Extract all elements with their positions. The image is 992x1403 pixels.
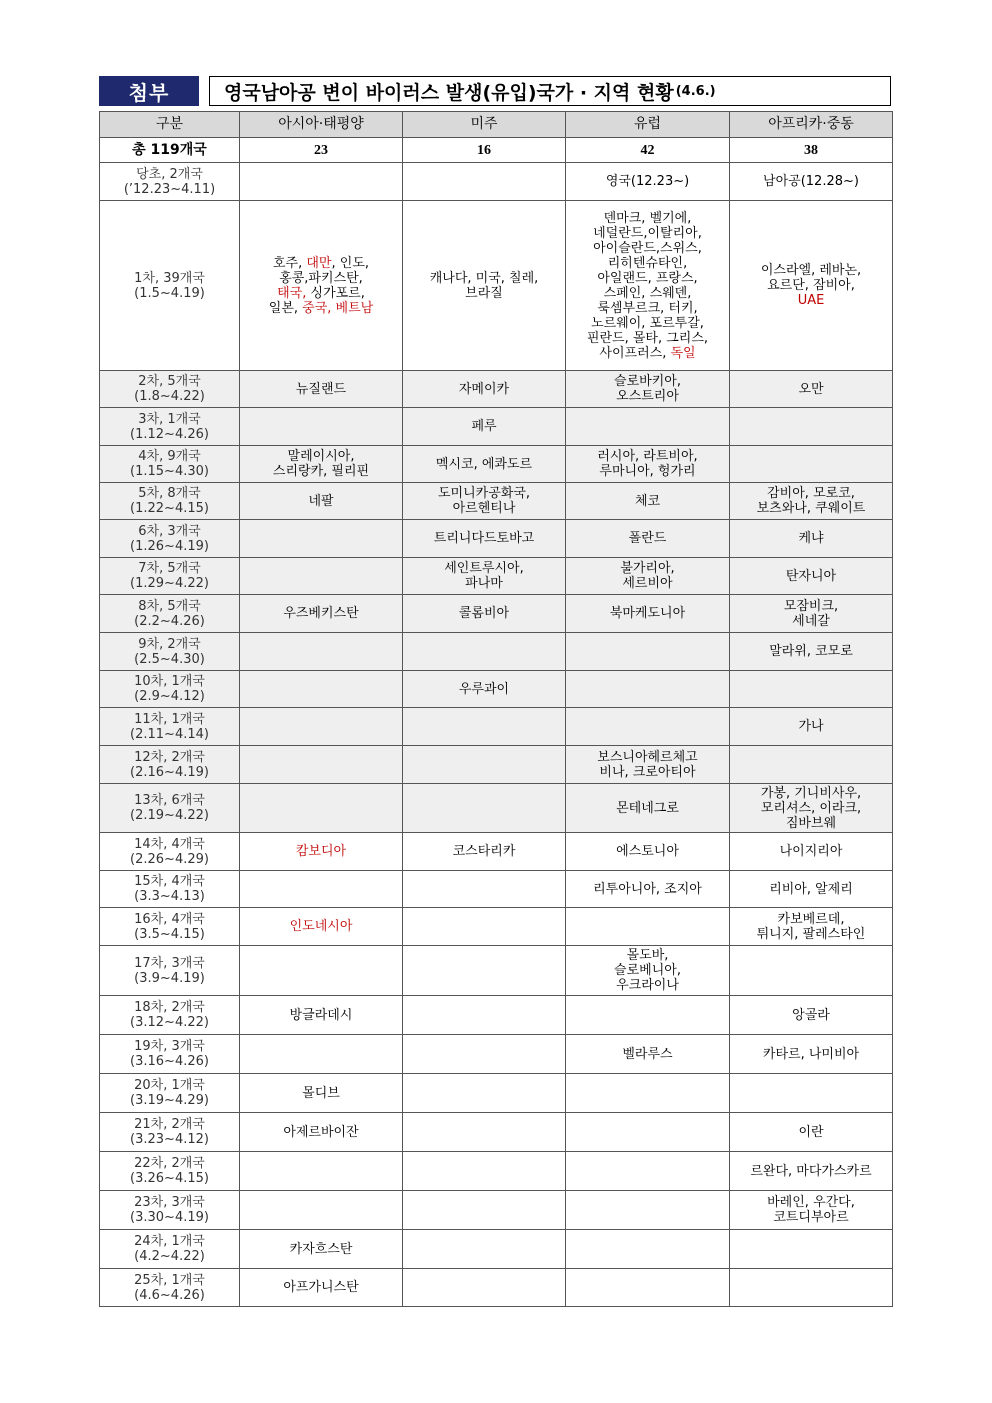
country-text: 가봉, 기니비사우, 모리셔스, 이라크, 짐바브웨 [760, 785, 862, 831]
cell-americas [403, 946, 566, 996]
round-row [100, 833, 893, 871]
country-text: 트리니다드토바고 [433, 531, 535, 546]
cell-americas [403, 446, 566, 483]
cell-africa-middle-east [730, 833, 893, 871]
country-text: 러시아, 라트비아, 루마니아, 헝가리 [597, 449, 698, 479]
cell-europe [566, 671, 730, 708]
cell-africa-middle-east [730, 1191, 893, 1230]
cell-europe [566, 1113, 730, 1152]
cell-africa-middle-east [730, 946, 893, 996]
round-row [100, 996, 893, 1035]
cell-africa-middle-east [730, 595, 893, 633]
cell-asia-pacific [240, 633, 403, 671]
cell-africa-middle-east [730, 520, 893, 558]
cell-africa-middle-east [730, 784, 893, 833]
round-row [100, 558, 893, 595]
highlighted-country: 인도네시아 [289, 919, 353, 934]
round-label: 22차, 2개국 (3.26~4.15) [100, 1152, 240, 1191]
round-label: 23차, 3개국 (3.30~4.19) [100, 1191, 240, 1230]
round-label: 11차, 1개국 (2.11~4.14) [100, 708, 240, 746]
cell-europe [566, 483, 730, 520]
round-label: 18차, 2개국 (3.12~4.22) [100, 996, 240, 1035]
country-text: 폴란드 [628, 531, 667, 546]
country-text: 에스토니아 [616, 844, 679, 859]
cell-asia-pacific [240, 446, 403, 483]
cell-europe [566, 1269, 730, 1307]
highlighted-country: 캄보디아 [295, 844, 347, 859]
country-text: 카보베르데, 튀니지, 팔레스타인 [756, 911, 866, 942]
country-text: 카자흐스탄 [289, 1241, 353, 1257]
round-row [100, 1230, 893, 1269]
country-text: 페루 [471, 419, 497, 434]
round-row [100, 1152, 893, 1191]
country-text: 덴마크, 벨기에, 네덜란드,이탈리아, 아이슬란드,스위스, 리히텐슈타인, 아일랜드, 프랑스, 스페인, 스웨덴, 룩셈부르크, 터키, 노르웨이, 포르투갈, 핀란드, 몰타, 그리스, 사이프러스, [586, 210, 709, 361]
cell-europe [566, 1035, 730, 1074]
round-row [100, 671, 893, 708]
header-asia-pacific: 아시아·태평양 [240, 112, 403, 138]
cell-asia-pacific [240, 708, 403, 746]
cell-asia-pacific [240, 1035, 403, 1074]
country-text: 벨라루스 [622, 1046, 673, 1062]
round-label: 19차, 3개국 (3.16~4.26) [100, 1035, 240, 1074]
country-text: 탄자니아 [785, 568, 837, 584]
cell-asia-pacific [240, 558, 403, 595]
round-label: 4차, 9개국 (1.15~4.30) [100, 446, 240, 483]
cell-europe [566, 446, 730, 483]
total-americas: 16 [403, 138, 566, 163]
round-row [100, 595, 893, 633]
round-row [100, 1113, 893, 1152]
cell-americas [403, 201, 566, 371]
highlighted-country: UAE [797, 293, 825, 308]
cell-europe [566, 520, 730, 558]
cell-americas [403, 1035, 566, 1074]
country-text: 말라위, 코모로 [769, 644, 853, 659]
round-label: 6차, 3개국 (1.26~4.19) [100, 520, 240, 558]
country-text: 불가리아, 세르비아 [620, 561, 675, 591]
round-row [100, 1269, 893, 1307]
country-text: 리비아, 알제리 [769, 881, 853, 897]
total-europe: 42 [566, 138, 730, 163]
cell-europe [566, 163, 730, 201]
cell-africa-middle-east [730, 1230, 893, 1269]
round-label: 14차, 4개국 (2.26~4.29) [100, 833, 240, 871]
cell-asia-pacific [240, 408, 403, 446]
country-text: 리투아니아, 조지아 [593, 881, 702, 897]
country-text: , 인도, 홍콩,파키스탄, [279, 255, 370, 286]
country-text: 뉴질랜드 [295, 381, 347, 397]
total-label: 총 119개국 [100, 138, 240, 163]
cell-asia-pacific [240, 746, 403, 784]
round-label: 1차, 39개국 (1.5~4.19) [100, 201, 240, 371]
round-label: 13차, 6개국 (2.19~4.22) [100, 784, 240, 833]
country-text: 몰도바, 슬로베니아, 우크라이나 [614, 948, 681, 993]
cell-americas [403, 633, 566, 671]
cell-europe [566, 1230, 730, 1269]
cell-europe [566, 746, 730, 784]
header-row [100, 112, 893, 138]
total-asia-pacific: 23 [240, 138, 403, 163]
round-label: 15차, 4개국 (3.3~4.13) [100, 871, 240, 908]
country-text: 몰디브 [302, 1085, 340, 1101]
cell-asia-pacific [240, 1113, 403, 1152]
round-row [100, 908, 893, 946]
cell-americas [403, 520, 566, 558]
total-row [100, 138, 893, 163]
cell-americas [403, 1113, 566, 1152]
cell-africa-middle-east [730, 1152, 893, 1191]
total-africa-middle-east: 38 [730, 138, 893, 163]
cell-asia-pacific [240, 671, 403, 708]
cell-europe [566, 633, 730, 671]
country-text: 아제르바이잔 [283, 1124, 359, 1140]
cell-americas [403, 163, 566, 201]
cell-africa-middle-east [730, 996, 893, 1035]
cell-americas [403, 784, 566, 833]
round-label: 8차, 5개국 (2.2~4.26) [100, 595, 240, 633]
round-row [100, 1035, 893, 1074]
country-text: 앙골라 [792, 1007, 830, 1023]
country-text: 가나 [798, 719, 824, 734]
round-row [100, 946, 893, 996]
country-text: 북마케도니아 [609, 606, 686, 621]
title-date: (4.6.) [675, 83, 716, 99]
country-text: 몬테네그로 [616, 800, 679, 816]
highlighted-country: 태국, [277, 285, 307, 301]
header-americas: 미주 [403, 112, 566, 138]
country-text: 코스타리카 [452, 844, 516, 859]
round-row [100, 871, 893, 908]
cell-africa-middle-east [730, 671, 893, 708]
round-row [100, 784, 893, 833]
country-text: 영국(12.23~) [605, 174, 690, 189]
cell-americas [403, 746, 566, 784]
header-africa-middle-east: 아프리카·중동 [730, 112, 893, 138]
title-row [99, 76, 893, 106]
cell-africa-middle-east [730, 708, 893, 746]
country-text: 콜롬비아 [458, 606, 510, 621]
cell-africa-middle-east [730, 408, 893, 446]
cell-europe [566, 784, 730, 833]
cell-americas [403, 1269, 566, 1307]
country-text: 자메이카 [458, 381, 510, 397]
cell-africa-middle-east [730, 446, 893, 483]
round-row [100, 520, 893, 558]
cell-africa-middle-east [730, 746, 893, 784]
country-text: 감비아, 모로코, 보츠와나, 쿠웨이트 [756, 486, 866, 516]
country-text: 말레이시아, 스리랑카, 필리핀 [272, 449, 370, 479]
cell-africa-middle-east [730, 371, 893, 408]
cell-americas [403, 408, 566, 446]
highlighted-country: 대만 [306, 255, 332, 271]
round-label: 24차, 1개국 (4.2~4.22) [100, 1230, 240, 1269]
cell-americas [403, 708, 566, 746]
country-text: 바레인, 우간다, 코트디부아르 [767, 1195, 855, 1225]
cell-africa-middle-east [730, 1113, 893, 1152]
cell-asia-pacific [240, 871, 403, 908]
round-row [100, 633, 893, 671]
country-text: 케냐 [798, 531, 824, 546]
cell-africa-middle-east [730, 1269, 893, 1307]
cell-europe [566, 408, 730, 446]
cell-africa-middle-east [730, 1035, 893, 1074]
round-row [100, 163, 893, 201]
round-label: 12차, 2개국 (2.16~4.19) [100, 746, 240, 784]
round-label: 3차, 1개국 (1.12~4.26) [100, 408, 240, 446]
cell-europe [566, 996, 730, 1035]
cell-africa-middle-east [730, 633, 893, 671]
header-europe: 유럽 [566, 112, 730, 138]
cell-asia-pacific [240, 595, 403, 633]
cell-asia-pacific [240, 996, 403, 1035]
round-label: 5차, 8개국 (1.22~4.15) [100, 483, 240, 520]
round-row [100, 746, 893, 784]
cell-europe [566, 1074, 730, 1113]
cell-asia-pacific [240, 1230, 403, 1269]
round-label: 16차, 4개국 (3.5~4.15) [100, 908, 240, 946]
cell-asia-pacific [240, 946, 403, 996]
country-text: 우루과이 [458, 681, 510, 697]
cell-americas [403, 671, 566, 708]
cell-europe [566, 833, 730, 871]
round-row [100, 446, 893, 483]
cell-americas [403, 371, 566, 408]
cell-asia-pacific [240, 1269, 403, 1307]
round-row [100, 201, 893, 371]
country-text: 방글라데시 [289, 1007, 353, 1023]
cell-europe [566, 595, 730, 633]
country-text: 이란 [798, 1124, 824, 1140]
cell-americas [403, 871, 566, 908]
cell-africa-middle-east [730, 1074, 893, 1113]
cell-americas [403, 1230, 566, 1269]
country-text: 세인트루시아, 파나마 [444, 561, 524, 591]
round-label: 2차, 5개국 (1.8~4.22) [100, 371, 240, 408]
cell-europe [566, 1152, 730, 1191]
cell-asia-pacific [240, 784, 403, 833]
cell-americas [403, 1152, 566, 1191]
cell-europe [566, 1191, 730, 1230]
cell-europe [566, 946, 730, 996]
cell-africa-middle-east [730, 163, 893, 201]
attachment-badge: 첨부 [99, 76, 199, 106]
country-text: 우즈베키스탄 [283, 606, 359, 621]
cell-asia-pacific [240, 163, 403, 201]
header-category: 구분 [100, 112, 240, 138]
cell-africa-middle-east [730, 871, 893, 908]
cell-asia-pacific [240, 201, 403, 371]
round-label: 21차, 2개국 (3.23~4.12) [100, 1113, 240, 1152]
title-main: 영국남아공 변이 바이러스 발생(유입)국가 · 지역 현황 [224, 81, 674, 104]
round-row [100, 371, 893, 408]
country-text: 나이지리아 [779, 844, 843, 859]
round-label: 17차, 3개국 (3.9~4.19) [100, 946, 240, 996]
country-text: 호주, [272, 255, 307, 271]
cell-europe [566, 871, 730, 908]
cell-europe [566, 201, 730, 371]
cell-americas [403, 833, 566, 871]
cell-asia-pacific [240, 1074, 403, 1113]
cell-africa-middle-east [730, 483, 893, 520]
cell-africa-middle-east [730, 201, 893, 371]
variant-country-table [99, 111, 893, 1307]
cell-africa-middle-east [730, 558, 893, 595]
cell-asia-pacific [240, 1191, 403, 1230]
country-text: 아프가니스탄 [283, 1280, 359, 1295]
highlighted-country: 독일 [670, 345, 696, 361]
cell-asia-pacific [240, 1152, 403, 1191]
country-text: 이스라엘, 레바논, 요르단, 잠비아, [760, 263, 862, 293]
round-label: 10차, 1개국 (2.9~4.12) [100, 671, 240, 708]
country-text: 체코 [634, 493, 661, 509]
cell-asia-pacific [240, 483, 403, 520]
cell-africa-middle-east [730, 908, 893, 946]
cell-asia-pacific [240, 908, 403, 946]
cell-americas [403, 1191, 566, 1230]
round-row [100, 1074, 893, 1113]
country-text: 멕시코, 에콰도르 [435, 456, 533, 472]
cell-europe [566, 708, 730, 746]
cell-asia-pacific [240, 371, 403, 408]
round-row [100, 1191, 893, 1230]
country-text: 카타르, 나미비아 [762, 1046, 860, 1062]
country-text: 르완다, 마다가스카르 [750, 1163, 872, 1179]
highlighted-country: 중국, 베트남 [302, 300, 374, 316]
round-row [100, 483, 893, 520]
cell-americas [403, 595, 566, 633]
country-text: 오만 [798, 381, 824, 397]
cell-americas [403, 1074, 566, 1113]
country-text: 남아공(12.28~) [763, 174, 859, 189]
cell-europe [566, 558, 730, 595]
cell-asia-pacific [240, 520, 403, 558]
cell-europe [566, 908, 730, 946]
cell-americas [403, 908, 566, 946]
round-label: 9차, 2개국 (2.5~4.30) [100, 633, 240, 671]
country-text: 슬로바키아, 오스트리아 [614, 374, 681, 404]
document-title [209, 76, 891, 106]
round-label: 7차, 5개국 (1.29~4.22) [100, 558, 240, 595]
round-label: 당초, 2개국 (’12.23~4.11) [100, 163, 240, 201]
cell-americas [403, 996, 566, 1035]
cell-europe [566, 371, 730, 408]
round-row [100, 708, 893, 746]
cell-americas [403, 558, 566, 595]
round-label: 20차, 1개국 (3.19~4.29) [100, 1074, 240, 1113]
round-row [100, 408, 893, 446]
country-text: 모잠비크, 세네갈 [783, 598, 839, 629]
country-text: 싱가포르, 일본, [268, 285, 365, 316]
cell-asia-pacific [240, 833, 403, 871]
cell-americas [403, 483, 566, 520]
country-text: 보스니아헤르체고 비나, 크로아티아 [597, 749, 698, 780]
country-text: 도미니카공화국, 아르헨티나 [437, 486, 531, 516]
country-text: 네팔 [308, 493, 334, 509]
round-label: 25차, 1개국 (4.6~4.26) [100, 1269, 240, 1307]
country-text: 캐나다, 미국, 칠레, 브라질 [429, 270, 539, 301]
